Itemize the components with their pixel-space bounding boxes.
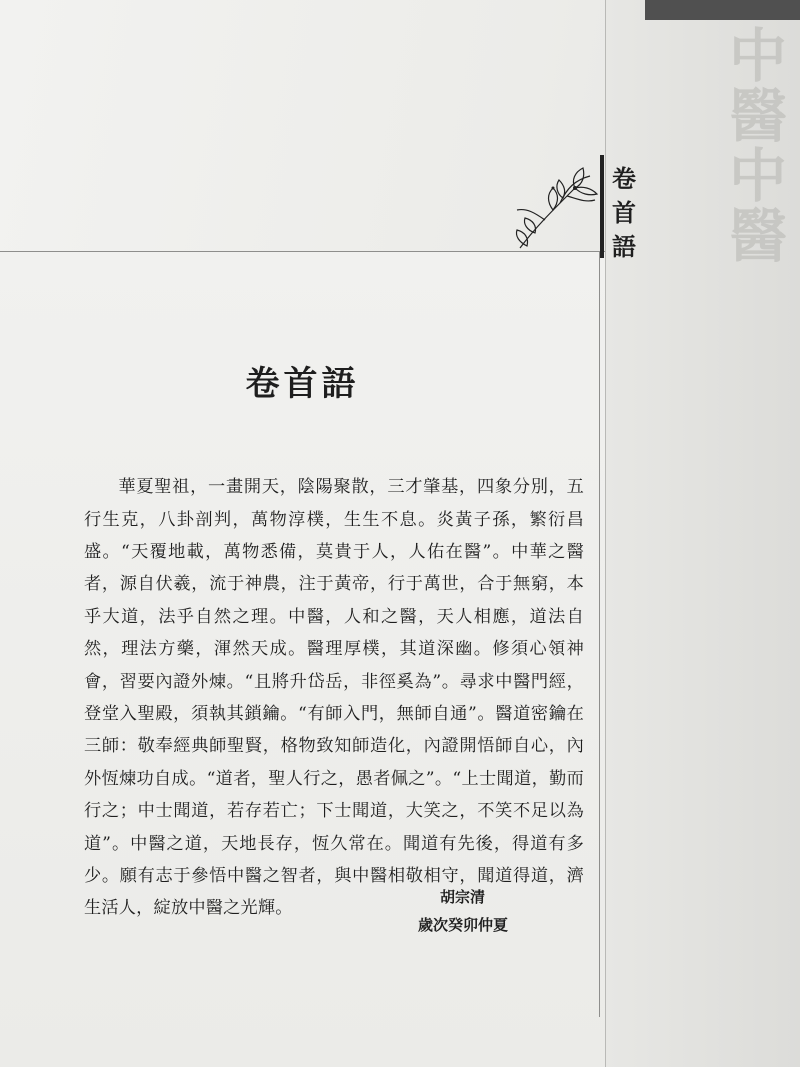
side-tab-bar: [600, 155, 604, 258]
show-through-cover-title: 中 醫 中 醫: [728, 22, 787, 270]
cover-top-strip: [645, 0, 800, 20]
flower-ornament-icon: [505, 158, 600, 253]
page-title: 卷首語: [245, 363, 360, 404]
author-name: 胡宗清: [440, 888, 486, 906]
signature-date: 歲次癸卯仲夏: [418, 916, 509, 934]
preface-paragraph: 華夏聖祖，一畫開天，陰陽聚散，三才肇基，四象分別，五行生克，八卦剖判，萬物淳樸，生生不息。炎黃子孫，繁衍昌盛。“天覆地載，萬物悉備，莫貴于人，人佑在醫”。中華之醫者，源自伏羲，流于神農，注于黃帝，行于萬世，合于無窮，本乎大道，法乎自然之理。中醫，人和之醫，天人相應，道法自然，理法方藥，渾然天成。醫理厚樸，其道深幽。修須心領神會，習要內證外煉。“且將升岱岳，非徑奚為”。尋求中醫門經，登堂入聖殿，須執其鎖鑰。“有師入門，無師自通”。醫道密鑰在三師：敬奉經典師聖賢，格物致知師造化，內證開悟師自心，內外恆煉功自成。“道者，聖人行之，愚者佩之”。“上士聞道，勤而行之；中士聞道，若存若亡；下士聞道，大笑之，不笑不足以為道”。中醫之道，天地長存，恆久常在。聞道有先後，得道有多少。願有志于參悟中醫之智者，與中醫相敬相守，聞道得道，濟生活人，綻放中醫之光輝。: [84, 477, 584, 919]
side-tab-title: 卷 首 語: [612, 164, 636, 261]
